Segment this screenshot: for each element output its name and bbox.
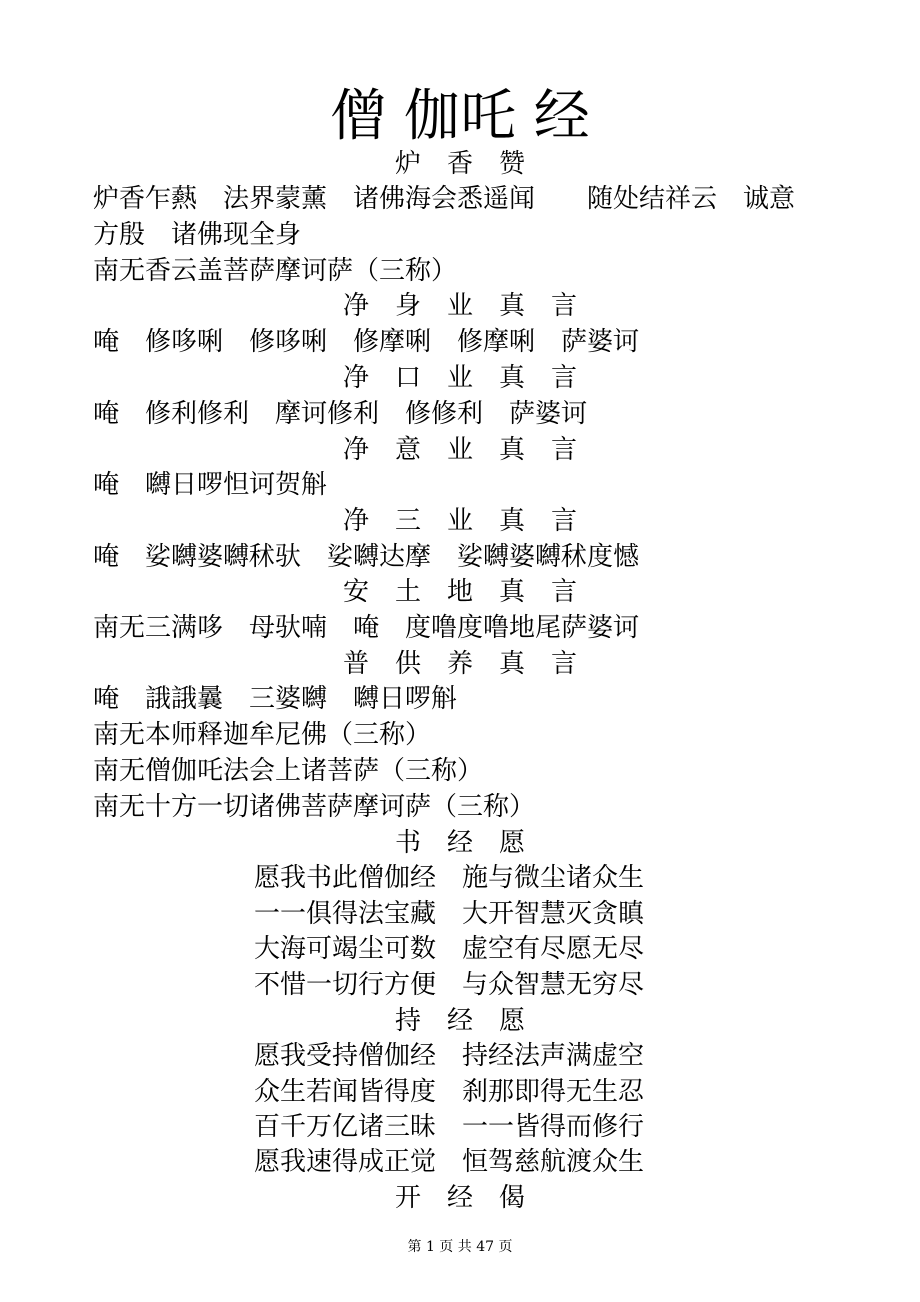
- section-heading: 净 身 业 真 言: [342, 291, 577, 321]
- text-line: 唵 娑嚩婆嚩秫驮 娑嚩达摩 娑嚩婆嚩秫度憾: [93, 542, 640, 572]
- section-heading: 普 供 养 真 言: [342, 649, 577, 679]
- section-heading: 净 三 业 真 言: [342, 506, 577, 536]
- verse-line: 愿我受持僧伽经 持经法声满虚空: [254, 1041, 645, 1071]
- text-line: 唵 誐誐曩 三婆嚩 嚩日啰斛: [93, 684, 458, 714]
- verse-line: 不惜一切行方便 与众智慧无穷尽: [254, 970, 645, 1000]
- section-heading: 安 土 地 真 言: [342, 577, 577, 607]
- verse-line: 百千万亿诸三昧 一一皆得而修行: [254, 1112, 645, 1142]
- text-line: 南无本师释迦牟尼佛（三称）: [93, 720, 432, 750]
- text-line: 唵 修哆唎 修哆唎 修摩唎 修摩唎 萨婆诃: [93, 327, 640, 357]
- section-heading: 净 口 业 真 言: [342, 363, 577, 393]
- page-title: 僧 伽吒 经: [330, 84, 590, 149]
- section-heading: 开 经 偈: [394, 1183, 525, 1213]
- section-heading: 净 意 业 真 言: [342, 435, 577, 465]
- page-footer: 第 1 页 共 47 页: [407, 1239, 513, 1255]
- text-line: 方殷 诸佛现全身: [93, 220, 302, 250]
- text-line: 炉香乍爇 法界蒙薰 诸佛海会悉遥闻 随处结祥云 诚意: [93, 184, 796, 214]
- verse-line: 众生若闻皆得度 刹那即得无生忍: [254, 1077, 645, 1107]
- text-line: 南无香云盖菩萨摩诃萨（三称）: [93, 256, 458, 286]
- verse-line: 大海可竭尘可数 虚空有尽愿无尽: [254, 934, 645, 964]
- text-line: 唵 嚩日啰怛诃贺斛: [93, 470, 328, 500]
- text-line: 唵 修利修利 摩诃修利 修修利 萨婆诃: [93, 399, 588, 429]
- verse-line: 愿我速得成正觉 恒驾慈航渡众生: [254, 1147, 645, 1177]
- verse-line: 愿我书此僧伽经 施与微尘诸众生: [254, 863, 645, 893]
- verse-line: 一一俱得法宝藏 大开智慧灭贪瞋: [254, 899, 645, 929]
- section-heading: 炉 香 赞: [394, 149, 525, 179]
- text-line: 南无僧伽吒法会上诸菩萨（三称）: [93, 756, 484, 786]
- text-line: 南无十方一切诸佛菩萨摩诃萨（三称）: [93, 792, 536, 822]
- section-heading: 持 经 愿: [394, 1006, 525, 1036]
- section-heading: 书 经 愿: [394, 828, 525, 858]
- text-line: 南无三满哆 母驮喃 唵 度噜度噜地尾萨婆诃: [93, 613, 640, 643]
